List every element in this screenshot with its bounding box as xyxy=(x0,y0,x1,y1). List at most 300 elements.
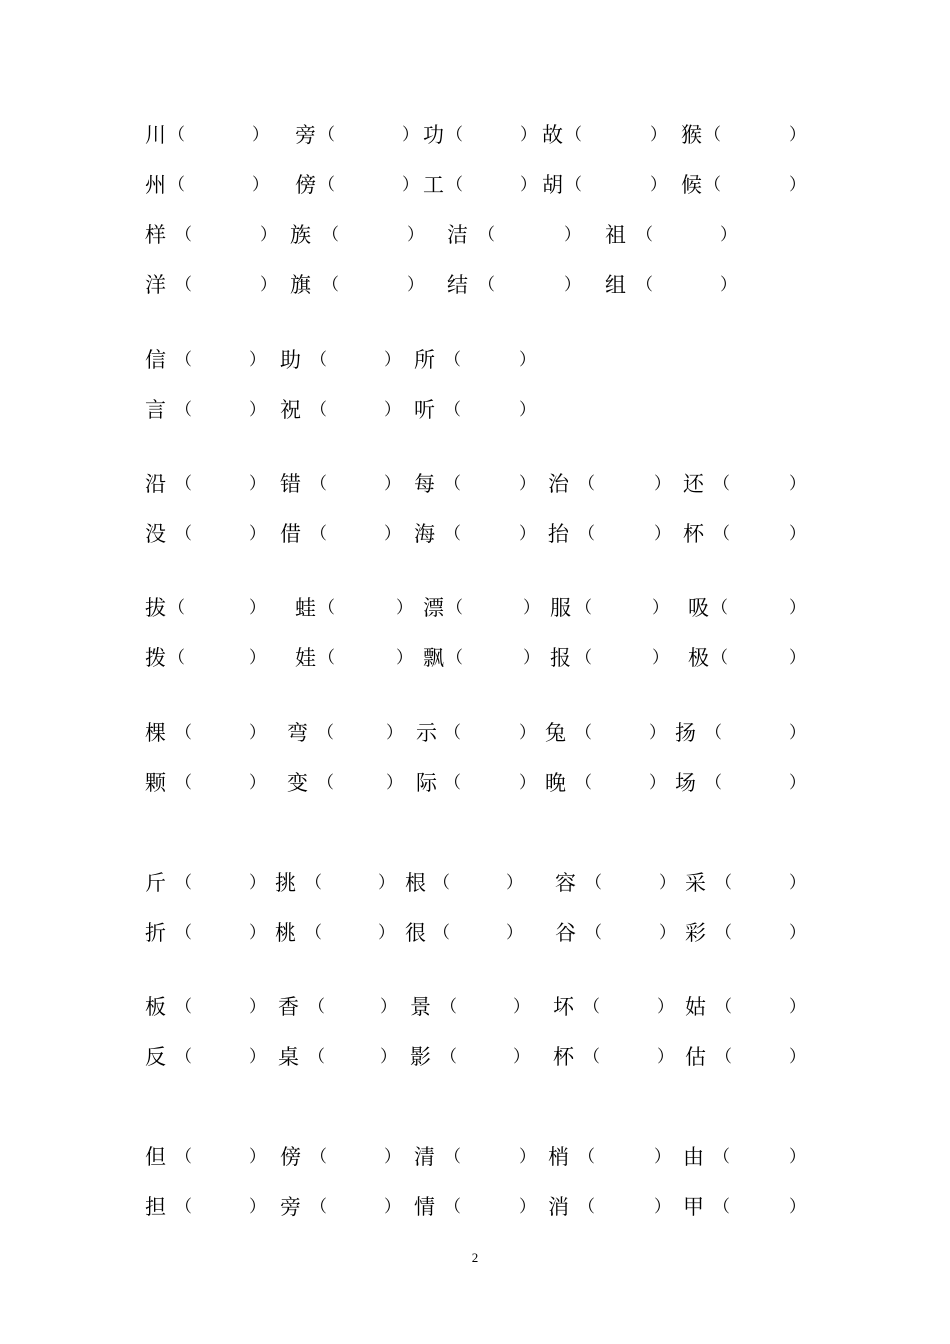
close-bracket: ） xyxy=(519,474,536,494)
open-bracket: （ xyxy=(318,125,335,145)
close-bracket: ） xyxy=(386,773,403,793)
answer-blank[interactable] xyxy=(464,469,527,499)
open-bracket: （ xyxy=(583,1047,600,1067)
open-bracket: （ xyxy=(575,773,592,793)
character: 洋 xyxy=(145,273,166,297)
character: 拔 xyxy=(145,596,166,620)
close-bracket: ） xyxy=(249,923,266,943)
answer-blank[interactable] xyxy=(195,992,257,1022)
open-bracket: （ xyxy=(578,474,595,494)
answer-blank[interactable] xyxy=(195,220,268,250)
close-bracket: ） xyxy=(789,175,806,195)
close-bracket: ） xyxy=(564,225,581,245)
close-bracket: ） xyxy=(380,997,397,1017)
character: 族 xyxy=(290,223,311,247)
close-bracket: ） xyxy=(384,400,401,420)
character: 根 xyxy=(405,871,426,895)
close-bracket: ） xyxy=(659,923,676,943)
open-bracket: （ xyxy=(444,524,461,544)
answer-blank[interactable] xyxy=(188,593,257,623)
open-bracket: （ xyxy=(175,275,192,295)
close-bracket: ） xyxy=(657,997,674,1017)
close-bracket: ） xyxy=(789,873,806,893)
open-bracket: （ xyxy=(713,1147,730,1167)
answer-blank[interactable] xyxy=(195,345,257,375)
open-bracket: （ xyxy=(175,1047,192,1067)
character: 报 xyxy=(550,646,571,670)
open-bracket: （ xyxy=(317,773,334,793)
open-bracket: （ xyxy=(444,1147,461,1167)
open-bracket: （ xyxy=(715,1047,732,1067)
open-bracket: （ xyxy=(704,125,721,145)
open-bracket: （ xyxy=(168,648,185,668)
answer-blank[interactable] xyxy=(464,768,527,798)
character: 斤 xyxy=(145,871,166,895)
open-bracket: （ xyxy=(318,648,335,668)
answer-blank[interactable] xyxy=(724,170,797,200)
open-bracket: （ xyxy=(433,873,450,893)
answer-blank[interactable] xyxy=(735,1042,797,1072)
close-bracket: ） xyxy=(506,873,523,893)
character: 扬 xyxy=(675,721,696,745)
close-bracket: ） xyxy=(789,773,806,793)
open-bracket: （ xyxy=(175,723,192,743)
open-bracket: （ xyxy=(704,175,721,195)
character: 州 xyxy=(145,173,166,197)
character: 彩 xyxy=(685,921,706,945)
close-bracket: ） xyxy=(249,648,266,668)
answer-blank[interactable] xyxy=(605,918,667,948)
close-bracket: ） xyxy=(249,723,266,743)
close-bracket: ） xyxy=(520,175,537,195)
close-bracket: ） xyxy=(649,723,666,743)
close-bracket: ） xyxy=(519,350,536,370)
close-bracket: ） xyxy=(519,1147,536,1167)
character: 变 xyxy=(287,771,308,795)
close-bracket: ） xyxy=(252,175,269,195)
character: 甲 xyxy=(683,1195,704,1219)
character: 沿 xyxy=(145,472,166,496)
close-bracket: ） xyxy=(249,350,266,370)
open-bracket: （ xyxy=(322,225,339,245)
open-bracket: （ xyxy=(175,923,192,943)
answer-blank[interactable] xyxy=(328,992,388,1022)
answer-blank[interactable] xyxy=(330,345,392,375)
answer-blank[interactable] xyxy=(733,1142,797,1172)
answer-blank[interactable] xyxy=(338,593,404,623)
character: 香 xyxy=(278,995,299,1019)
answer-blank[interactable] xyxy=(328,1042,388,1072)
answer-blank[interactable] xyxy=(195,270,268,300)
character: 杯 xyxy=(553,1045,574,1069)
character: 情 xyxy=(414,1195,435,1219)
close-bracket: ） xyxy=(402,175,419,195)
open-bracket: （ xyxy=(175,524,192,544)
character: 场 xyxy=(675,771,696,795)
close-bracket: ） xyxy=(789,1197,806,1217)
close-bracket: ） xyxy=(249,474,266,494)
character: 傍 xyxy=(295,173,316,197)
close-bracket: ） xyxy=(523,598,540,618)
character: 蛙 xyxy=(295,596,316,620)
character: 兔 xyxy=(545,721,566,745)
close-bracket: ） xyxy=(789,474,806,494)
open-bracket: （ xyxy=(575,598,592,618)
answer-blank[interactable] xyxy=(733,519,797,549)
answer-blank[interactable] xyxy=(325,918,386,948)
character: 漂 xyxy=(423,596,444,620)
character: 挑 xyxy=(275,871,296,895)
close-bracket: ） xyxy=(396,598,413,618)
character: 景 xyxy=(410,995,431,1019)
answer-blank[interactable] xyxy=(453,868,514,898)
open-bracket: （ xyxy=(715,923,732,943)
character: 借 xyxy=(280,522,301,546)
answer-blank[interactable] xyxy=(585,170,658,200)
close-bracket: ） xyxy=(249,873,266,893)
close-bracket: ） xyxy=(407,225,424,245)
answer-blank[interactable] xyxy=(498,270,572,300)
character: 言 xyxy=(145,398,166,422)
answer-blank[interactable] xyxy=(460,992,521,1022)
open-bracket: （ xyxy=(713,474,730,494)
open-bracket: （ xyxy=(711,648,728,668)
open-bracket: （ xyxy=(318,598,335,618)
answer-blank[interactable] xyxy=(725,718,797,748)
open-bracket: （ xyxy=(444,1197,461,1217)
open-bracket: （ xyxy=(444,723,461,743)
answer-blank[interactable] xyxy=(595,643,660,673)
page-number: 2 xyxy=(471,1250,479,1265)
open-bracket: （ xyxy=(713,524,730,544)
answer-blank[interactable] xyxy=(595,593,660,623)
answer-blank[interactable] xyxy=(725,768,797,798)
answer-blank[interactable] xyxy=(598,519,662,549)
answer-blank[interactable] xyxy=(195,519,257,549)
answer-blank[interactable] xyxy=(342,220,415,250)
open-bracket: （ xyxy=(175,474,192,494)
close-bracket: ） xyxy=(402,125,419,145)
character: 际 xyxy=(416,771,437,795)
close-bracket: ） xyxy=(249,1147,266,1167)
open-bracket: （ xyxy=(578,1147,595,1167)
close-bracket: ） xyxy=(249,773,266,793)
answer-blank[interactable] xyxy=(195,768,257,798)
answer-blank[interactable] xyxy=(188,120,260,150)
character: 颗 xyxy=(145,771,166,795)
close-bracket: ） xyxy=(386,723,403,743)
answer-blank[interactable] xyxy=(188,643,257,673)
answer-blank[interactable] xyxy=(466,120,528,150)
character: 折 xyxy=(145,921,166,945)
character: 故 xyxy=(542,123,563,147)
close-bracket: ） xyxy=(378,873,395,893)
close-bracket: ） xyxy=(520,125,537,145)
character: 反 xyxy=(145,1045,166,1069)
close-bracket: ） xyxy=(513,1047,530,1067)
close-bracket: ） xyxy=(523,648,540,668)
close-bracket: ） xyxy=(380,1047,397,1067)
open-bracket: （ xyxy=(636,275,653,295)
answer-blank[interactable] xyxy=(464,1192,527,1222)
answer-blank[interactable] xyxy=(338,170,410,200)
character: 组 xyxy=(605,273,626,297)
open-bracket: （ xyxy=(446,175,463,195)
close-bracket: ） xyxy=(384,524,401,544)
open-bracket: （ xyxy=(308,997,325,1017)
character: 旁 xyxy=(280,1195,301,1219)
answer-blank[interactable] xyxy=(330,1142,392,1172)
open-bracket: （ xyxy=(444,400,461,420)
close-bracket: ） xyxy=(519,723,536,743)
close-bracket: ） xyxy=(652,598,669,618)
answer-blank[interactable] xyxy=(731,593,797,623)
close-bracket: ） xyxy=(260,225,277,245)
answer-blank[interactable] xyxy=(595,768,657,798)
character: 由 xyxy=(683,1145,704,1169)
character: 桌 xyxy=(278,1045,299,1069)
close-bracket: ） xyxy=(720,225,737,245)
open-bracket: （ xyxy=(715,873,732,893)
close-bracket: ） xyxy=(249,997,266,1017)
open-bracket: （ xyxy=(565,125,582,145)
answer-blank[interactable] xyxy=(598,1192,662,1222)
answer-blank[interactable] xyxy=(735,918,797,948)
character: 估 xyxy=(685,1045,706,1069)
character: 祝 xyxy=(280,398,301,422)
answer-blank[interactable] xyxy=(338,643,404,673)
close-bracket: ） xyxy=(519,773,536,793)
answer-blank[interactable] xyxy=(466,170,528,200)
character: 海 xyxy=(414,522,435,546)
answer-blank[interactable] xyxy=(724,120,797,150)
open-bracket: （ xyxy=(440,1047,457,1067)
answer-blank[interactable] xyxy=(605,868,667,898)
answer-blank[interactable] xyxy=(330,395,392,425)
character: 祖 xyxy=(605,223,626,247)
answer-blank[interactable] xyxy=(603,1042,665,1072)
answer-blank[interactable] xyxy=(195,718,257,748)
close-bracket: ） xyxy=(654,1197,671,1217)
open-bracket: （ xyxy=(175,873,192,893)
close-bracket: ） xyxy=(789,1047,806,1067)
character: 信 xyxy=(145,348,166,372)
character: 示 xyxy=(416,721,437,745)
open-bracket: （ xyxy=(575,723,592,743)
answer-blank[interactable] xyxy=(460,1042,521,1072)
answer-blank[interactable] xyxy=(656,220,728,250)
character: 杯 xyxy=(683,522,704,546)
answer-blank[interactable] xyxy=(464,718,527,748)
answer-blank[interactable] xyxy=(195,1192,257,1222)
answer-blank[interactable] xyxy=(330,469,392,499)
close-bracket: ） xyxy=(378,923,395,943)
character: 棵 xyxy=(145,721,166,745)
character: 极 xyxy=(688,646,709,670)
open-bracket: （ xyxy=(713,1197,730,1217)
open-bracket: （ xyxy=(705,773,722,793)
character: 旗 xyxy=(290,273,311,297)
answer-blank[interactable] xyxy=(195,1042,257,1072)
close-bracket: ） xyxy=(789,125,806,145)
close-bracket: ） xyxy=(789,598,806,618)
close-bracket: ） xyxy=(650,175,667,195)
answer-blank[interactable] xyxy=(735,992,797,1022)
open-bracket: （ xyxy=(175,997,192,1017)
answer-blank[interactable] xyxy=(603,992,665,1022)
character: 抬 xyxy=(548,522,569,546)
close-bracket: ） xyxy=(384,474,401,494)
answer-blank[interactable] xyxy=(595,718,657,748)
character: 清 xyxy=(414,1145,435,1169)
character: 旁 xyxy=(295,123,316,147)
open-bracket: （ xyxy=(318,175,335,195)
answer-blank[interactable] xyxy=(464,1142,527,1172)
open-bracket: （ xyxy=(585,873,602,893)
open-bracket: （ xyxy=(715,997,732,1017)
answer-blank[interactable] xyxy=(195,868,257,898)
character: 猴 xyxy=(681,123,702,147)
character: 没 xyxy=(145,522,166,546)
close-bracket: ） xyxy=(249,400,266,420)
answer-blank[interactable] xyxy=(466,593,531,623)
answer-blank[interactable] xyxy=(731,643,797,673)
answer-blank[interactable] xyxy=(453,918,514,948)
answer-blank[interactable] xyxy=(498,220,572,250)
open-bracket: （ xyxy=(444,773,461,793)
close-bracket: ） xyxy=(519,1197,536,1217)
open-bracket: （ xyxy=(478,275,495,295)
open-bracket: （ xyxy=(440,997,457,1017)
answer-blank[interactable] xyxy=(195,1142,257,1172)
close-bracket: ） xyxy=(789,1147,806,1167)
answer-blank[interactable] xyxy=(598,469,662,499)
open-bracket: （ xyxy=(446,648,463,668)
open-bracket: （ xyxy=(585,923,602,943)
character: 助 xyxy=(280,348,301,372)
open-bracket: （ xyxy=(565,175,582,195)
close-bracket: ） xyxy=(789,997,806,1017)
close-bracket: ） xyxy=(396,648,413,668)
answer-blank[interactable] xyxy=(733,1192,797,1222)
close-bracket: ） xyxy=(789,524,806,544)
answer-blank[interactable] xyxy=(195,918,257,948)
character: 桃 xyxy=(275,921,296,945)
answer-blank[interactable] xyxy=(342,270,415,300)
answer-blank[interactable] xyxy=(330,519,392,549)
open-bracket: （ xyxy=(305,923,322,943)
close-bracket: ） xyxy=(650,125,667,145)
character: 结 xyxy=(447,273,468,297)
answer-blank[interactable] xyxy=(585,120,658,150)
open-bracket: （ xyxy=(310,1197,327,1217)
answer-blank[interactable] xyxy=(195,395,257,425)
answer-blank[interactable] xyxy=(464,395,527,425)
character: 谷 xyxy=(555,921,576,945)
answer-blank[interactable] xyxy=(330,1192,392,1222)
close-bracket: ） xyxy=(654,474,671,494)
open-bracket: （ xyxy=(175,400,192,420)
open-bracket: （ xyxy=(168,125,185,145)
answer-blank[interactable] xyxy=(656,270,728,300)
answer-blank[interactable] xyxy=(733,469,797,499)
character: 功 xyxy=(423,123,444,147)
open-bracket: （ xyxy=(175,1147,192,1167)
character: 胡 xyxy=(542,173,563,197)
character: 容 xyxy=(555,871,576,895)
close-bracket: ） xyxy=(654,524,671,544)
character: 错 xyxy=(280,472,301,496)
character: 傍 xyxy=(280,1145,301,1169)
open-bracket: （ xyxy=(705,723,722,743)
answer-blank[interactable] xyxy=(598,1142,662,1172)
answer-blank[interactable] xyxy=(338,120,410,150)
character: 还 xyxy=(683,472,704,496)
answer-blank[interactable] xyxy=(325,868,386,898)
open-bracket: （ xyxy=(310,1147,327,1167)
answer-blank[interactable] xyxy=(735,868,797,898)
character: 采 xyxy=(685,871,706,895)
close-bracket: ） xyxy=(564,275,581,295)
open-bracket: （ xyxy=(444,350,461,370)
open-bracket: （ xyxy=(305,873,322,893)
answer-blank[interactable] xyxy=(464,345,527,375)
character: 所 xyxy=(414,348,435,372)
open-bracket: （ xyxy=(444,474,461,494)
character: 样 xyxy=(145,223,166,247)
close-bracket: ） xyxy=(649,773,666,793)
close-bracket: ） xyxy=(789,648,806,668)
character: 吸 xyxy=(688,596,709,620)
character: 川 xyxy=(145,123,166,147)
answer-blank[interactable] xyxy=(464,519,527,549)
open-bracket: （ xyxy=(575,648,592,668)
open-bracket: （ xyxy=(175,350,192,370)
close-bracket: ） xyxy=(506,923,523,943)
close-bracket: ） xyxy=(252,125,269,145)
open-bracket: （ xyxy=(433,923,450,943)
open-bracket: （ xyxy=(578,524,595,544)
open-bracket: （ xyxy=(175,1197,192,1217)
character: 拨 xyxy=(145,646,166,670)
character: 洁 xyxy=(447,223,468,247)
close-bracket: ） xyxy=(260,275,277,295)
open-bracket: （ xyxy=(168,598,185,618)
close-bracket: ） xyxy=(384,1197,401,1217)
close-bracket: ） xyxy=(519,400,536,420)
character: 服 xyxy=(550,596,571,620)
close-bracket: ） xyxy=(654,1147,671,1167)
character: 娃 xyxy=(295,646,316,670)
answer-blank[interactable] xyxy=(466,643,531,673)
close-bracket: ） xyxy=(513,997,530,1017)
open-bracket: （ xyxy=(175,225,192,245)
close-bracket: ） xyxy=(657,1047,674,1067)
close-bracket: ） xyxy=(659,873,676,893)
character: 影 xyxy=(410,1045,431,1069)
character: 飘 xyxy=(423,646,444,670)
close-bracket: ） xyxy=(249,1047,266,1067)
open-bracket: （ xyxy=(636,225,653,245)
open-bracket: （ xyxy=(478,225,495,245)
open-bracket: （ xyxy=(583,997,600,1017)
open-bracket: （ xyxy=(446,598,463,618)
character: 姑 xyxy=(685,995,706,1019)
open-bracket: （ xyxy=(711,598,728,618)
answer-blank[interactable] xyxy=(188,170,260,200)
character: 担 xyxy=(145,1195,166,1219)
answer-blank[interactable] xyxy=(195,469,257,499)
